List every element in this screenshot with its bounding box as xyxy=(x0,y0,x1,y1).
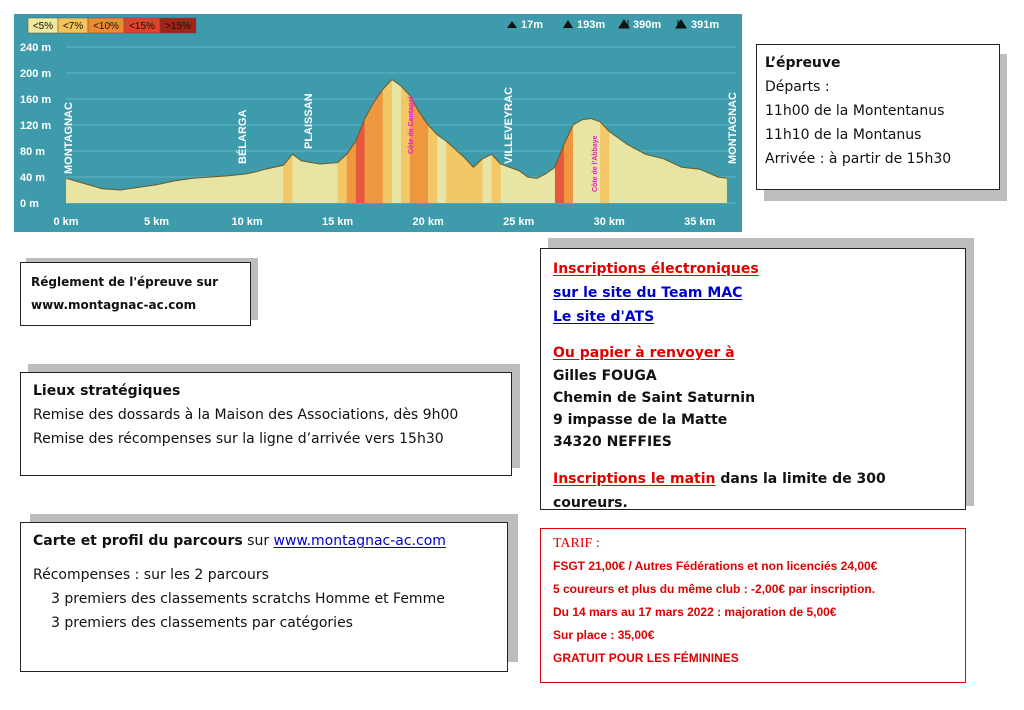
x-tick-label: 35 km xyxy=(684,216,716,228)
address-line: 34320 NEFFIES xyxy=(553,434,672,450)
place-montagnac-end: MONTAGNAC xyxy=(727,92,739,164)
legend-label: <5% xyxy=(32,21,54,32)
x-tick-label: 20 km xyxy=(412,216,444,228)
carte-line: 3 premiers des classements scratchs Homme et Femme xyxy=(51,591,445,607)
legend-label: <15% xyxy=(129,21,155,32)
tarif-line: GRATUIT POUR LES FÉMININES xyxy=(553,651,739,665)
y-tick-label: 160 m xyxy=(20,94,52,106)
y-tick-label: 200 m xyxy=(20,68,52,80)
ats-link[interactable]: Le site d'ATS xyxy=(553,309,655,325)
team-mac-link[interactable]: sur le site du Team MAC xyxy=(553,285,743,301)
x-tick-label: 0 km xyxy=(53,216,79,228)
epreuve-line: 11h10 de la Montanus xyxy=(765,127,922,143)
epreuve-title: L’épreuve xyxy=(765,55,841,71)
reglement-url[interactable]: www.montagnac-ac.com xyxy=(31,298,197,312)
elevation-profile-chart xyxy=(14,14,742,232)
place-montagnac-start: MONTAGNAC xyxy=(63,102,75,174)
tarif-line: Du 14 mars au 17 mars 2022 : majoration de 5,00€ xyxy=(553,605,837,619)
y-tick-label: 120 m xyxy=(20,120,52,132)
reglement-box xyxy=(20,262,251,326)
x-tick-label: 5 km xyxy=(144,216,170,228)
place-villeveyrac: VILLEVEYRAC xyxy=(503,86,515,164)
y-tick-label: 240 m xyxy=(20,42,52,54)
y-tick-label: 0 m xyxy=(20,198,39,210)
tarif-title: TARIF : xyxy=(553,536,600,551)
x-tick-label: 30 km xyxy=(593,216,625,228)
stat-max-alt: 193m xyxy=(577,19,606,31)
epreuve-line: 11h00 de la Montentanus xyxy=(765,103,945,119)
tarif-line: FSGT 21,00€ / Autres Fédérations et non licenciés 24,00€ xyxy=(553,559,878,573)
lieux-line: Remise des récompenses sur la ligne d’arrivée vers 15h30 xyxy=(33,431,444,447)
carte-sur: sur xyxy=(242,533,274,549)
carte-line: 3 premiers des classements par catégories xyxy=(51,615,353,631)
address-line: 9 impasse de la Matte xyxy=(553,412,728,428)
carte-link[interactable]: www.montagnac-ac.com xyxy=(273,533,446,549)
place-belarga: BÉLARGA xyxy=(237,109,249,164)
legend-label: <10% xyxy=(93,21,119,32)
inscriptions-box xyxy=(540,248,966,510)
inscriptions-elec-title[interactable]: Inscriptions électroniques xyxy=(553,261,759,277)
legend-label: <7% xyxy=(62,21,84,32)
carte-title: Carte et profil du parcours xyxy=(33,533,243,549)
y-tick-label: 80 m xyxy=(20,146,46,158)
tarif-line: 5 coureurs et plus du même club : -2,00€ par inscription. xyxy=(553,582,876,596)
x-tick-label: 25 km xyxy=(503,216,535,228)
lieux-line: Remise des dossards à la Maison des Associations, dès 9h00 xyxy=(33,407,459,423)
reglement-line: Réglement de l'épreuve sur xyxy=(31,275,219,289)
epreuve-line: Départs : xyxy=(765,79,830,95)
climb-abbaye-label: Côte de l'Abbaye xyxy=(592,135,599,192)
address-line: Chemin de Saint Saturnin xyxy=(553,390,756,406)
carte-line: Récompenses : sur les 2 parcours xyxy=(33,567,269,583)
address-line: Gilles FOUGA xyxy=(553,368,657,384)
x-tick-label: 15 km xyxy=(322,216,354,228)
inscriptions-papier-title: Ou papier à renvoyer à xyxy=(553,345,735,361)
epreuve-box xyxy=(756,44,1000,190)
legend-label: >15% xyxy=(165,21,191,32)
inscriptions-matin: Inscriptions le matin dans la limite de 300 coureurs. xyxy=(553,471,886,511)
carte-box xyxy=(20,522,508,672)
stat-descent: 391m xyxy=(691,19,720,31)
x-tick-label: 10 km xyxy=(231,216,263,228)
carte-header xyxy=(33,529,495,553)
epreuve-line: Arrivée : à partir de 15h30 xyxy=(765,151,952,167)
place-plaissan: PLAISSAN xyxy=(303,93,315,149)
y-tick-label: 40 m xyxy=(20,172,46,184)
lieux-box xyxy=(20,372,512,476)
tarif-line: Sur place : 35,00€ xyxy=(553,628,655,642)
stat-climb: 390m xyxy=(633,19,662,31)
lieux-title: Lieux stratégiques xyxy=(33,383,181,399)
tarif-box xyxy=(540,528,966,683)
stat-min-alt: 17m xyxy=(521,19,544,31)
climb-cantagal-label: Côte de Cantagal xyxy=(408,96,415,154)
